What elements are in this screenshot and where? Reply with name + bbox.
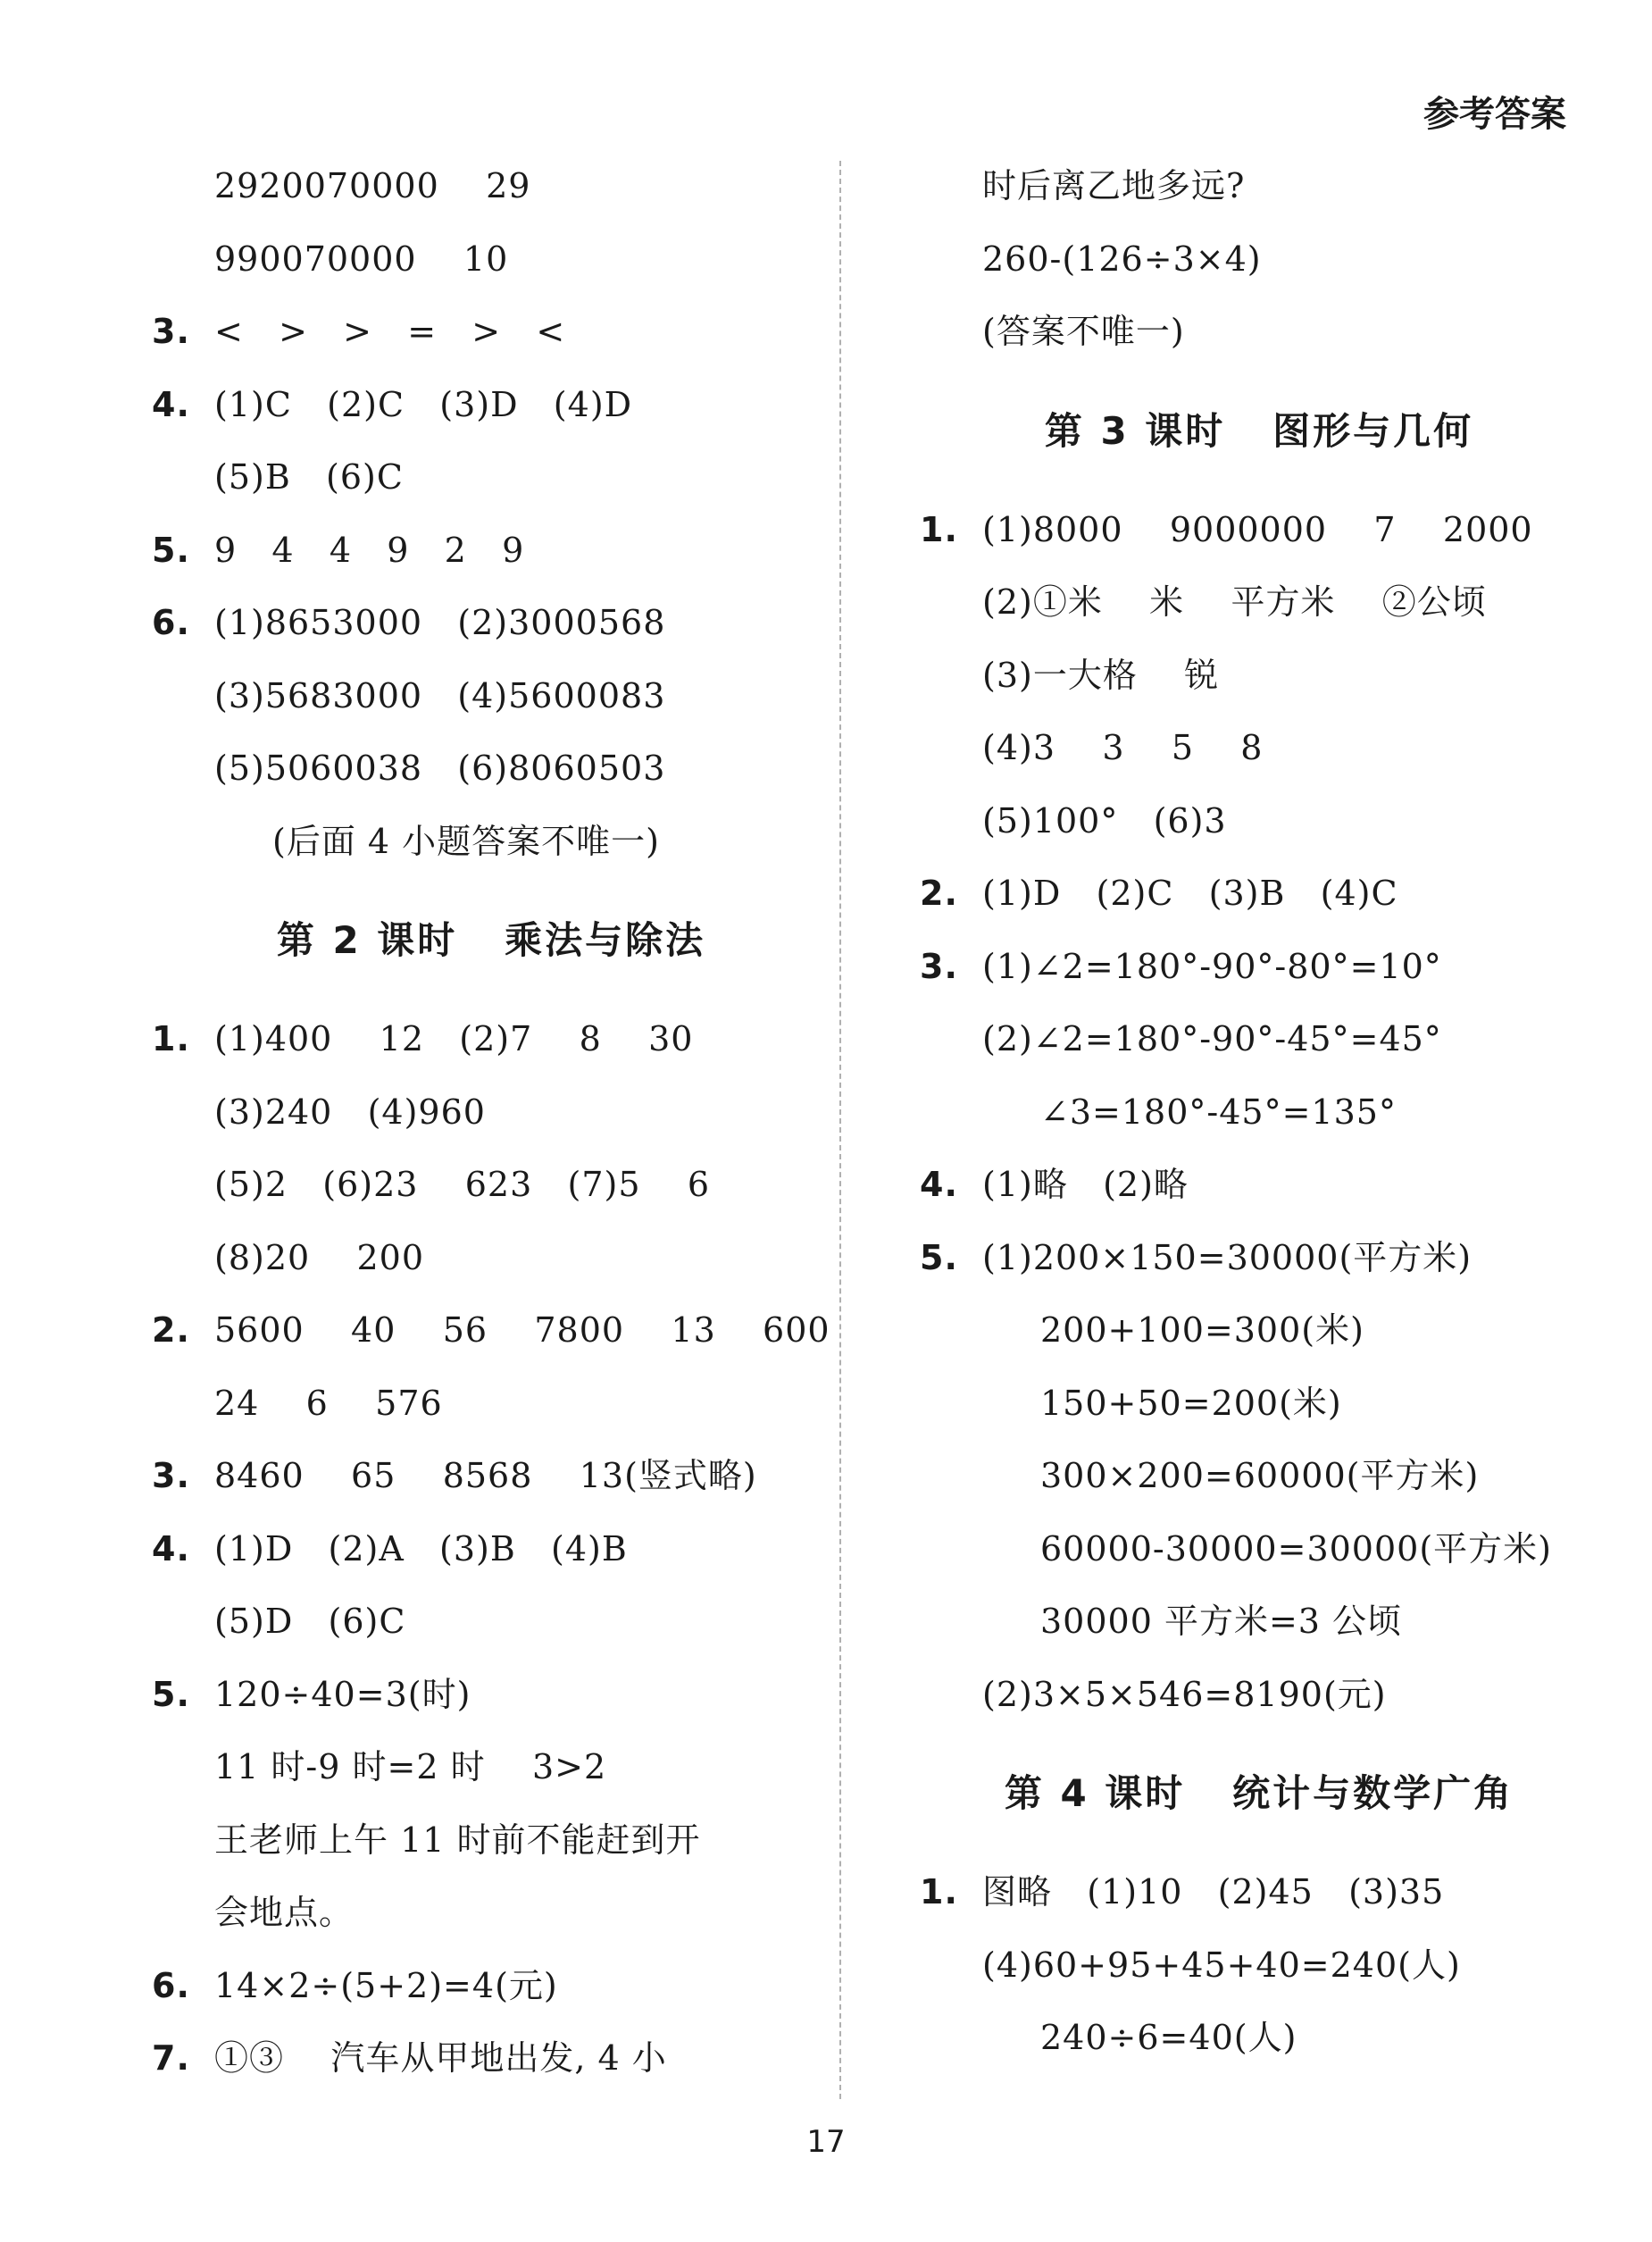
answer-text: (1)8653000 (2)3000568 [214,603,666,642]
answer-text: < > > = > < [214,312,566,351]
answer-line: (2)∠2=180°-90°-45°=45° [982,1019,1442,1058]
column-divider [839,161,841,2099]
answer-line: (8)20 200 [214,1237,425,1277]
answer-line: (3)一大格 锐 [982,655,1220,695]
question-number: 4. [920,1165,958,1204]
answer-note: (后面 4 小题答案不唯一) [272,821,660,861]
question-number: 3. [152,312,190,351]
answer-line: (5)100° (6)3 [982,800,1227,841]
left-column [152,150,830,2096]
answer-line: (5)B (6)C [214,457,404,497]
answer-line: 200+100=300(米) [1040,1310,1364,1350]
answer-line: (5)2 (6)23 623 (7)5 6 [214,1165,711,1204]
question-number: 1. [152,1019,190,1058]
question-5 [152,514,830,588]
question-1 [920,1856,1598,1929]
question-number: 6. [152,1965,190,2005]
section-title-lesson-4: 第 4 课时 统计与数学广角 [1004,1771,1514,1815]
answer-line: 会地点。 [214,1893,355,1932]
question-5 [920,1222,1598,1295]
answer-line: 王老师上午 11 时前不能赶到开 [214,1820,701,1860]
page-header-title: 参考答案 [1423,94,1566,135]
answer-line: 990070000 10 [214,238,509,279]
answer-line: (2)①米 米 平方米 ②公顷 [982,582,1487,622]
answer-line: 150+50=200(米) [1040,1383,1342,1423]
answer-text: 14×2÷(5+2)=4(元) [214,1965,558,2005]
question-6 [152,1950,830,2023]
answer-text: ①③ 汽车从甲地出发, 4 小 [214,2038,667,2078]
answer-line: (3)5683000 (4)5600083 [214,675,666,715]
question-number: 4. [152,384,190,424]
answer-text: (1)C (2)C (3)D (4)D [214,384,633,424]
answer-line: 60000-30000=30000(平方米) [1040,1528,1552,1569]
answer-line: (4)3 3 5 8 [982,728,1264,767]
question-number: 5. [152,530,190,570]
answer-line: ∠3=180°-45°=135° [1040,1092,1397,1132]
answer-text: 9 4 4 9 2 9 [214,530,525,570]
answer-line: (答案不唯一) [982,312,1185,351]
answer-line: 2920070000 29 [214,166,531,205]
question-number: 5. [152,1674,190,1714]
answer-text: (1)400 12 (2)7 8 30 [214,1019,694,1058]
answer-text: (1)∠2=180°-90°-80°=10° [982,946,1442,986]
question-4 [152,369,830,442]
answer-line: (5)D (6)C [214,1602,406,1641]
question-number: 5. [920,1237,958,1277]
answer-text: 图略 (1)10 (2)45 (3)35 [982,1872,1445,1912]
question-4 [152,1513,830,1586]
question-1 [920,494,1598,567]
question-2 [152,1294,830,1368]
answer-line: 300×200=60000(平方米) [1040,1456,1480,1495]
question-7 [152,2022,830,2096]
answer-text: (1)8000 9000000 7 2000 [982,509,1533,549]
question-6 [152,587,830,660]
answer-line: 240÷6=40(人) [1040,2018,1297,2057]
answer-line: (2)3×5×546=8190(元) [982,1674,1387,1714]
question-number: 3. [152,1456,190,1495]
answer-line: 时后离乙地多远? [982,166,1246,205]
question-number: 7. [152,2038,190,2078]
question-number: 3. [920,946,958,986]
section-title-lesson-3: 第 3 课时 图形与几何 [1044,408,1474,453]
question-4 [920,1149,1598,1222]
question-3 [152,1440,830,1513]
question-3 [152,296,830,369]
answer-line: (5)5060038 (6)8060503 [214,749,666,788]
question-3 [920,931,1598,1004]
question-5 [152,1659,830,1732]
answer-text: 8460 65 8568 13(竖式略) [214,1456,757,1495]
answer-text: (1)略 (2)略 [982,1165,1189,1204]
question-number: 6. [152,603,190,642]
answer-line: (3)240 (4)960 [214,1092,486,1132]
answer-text: (1)D (2)C (3)B (4)C [982,874,1398,913]
question-number: 2. [920,874,958,913]
answer-line: (4)60+95+45+40=240(人) [982,1945,1461,1985]
section-title-lesson-2: 第 2 课时 乘法与除法 [276,918,706,962]
answer-line: 11 时-9 时=2 时 3>2 [214,1747,607,1786]
question-number: 2. [152,1310,190,1350]
answer-line: 30000 平方米=3 公顷 [1040,1602,1403,1641]
question-2 [920,857,1598,931]
answer-text: 5600 40 56 7800 13 600 [214,1310,830,1350]
question-number: 1. [920,1872,958,1912]
answer-text: 120÷40=3(时) [214,1674,471,1714]
answer-line: 260-(126÷3×4) [982,238,1262,279]
right-column [920,150,1598,2075]
answer-line: 24 6 576 [214,1383,443,1423]
question-number: 1. [920,509,958,549]
answer-text: (1)D (2)A (3)B (4)B [214,1528,628,1569]
page-number: 17 [806,2124,846,2160]
question-number: 4. [152,1528,190,1569]
question-1 [152,1003,830,1076]
answer-text: (1)200×150=30000(平方米) [982,1237,1473,1277]
